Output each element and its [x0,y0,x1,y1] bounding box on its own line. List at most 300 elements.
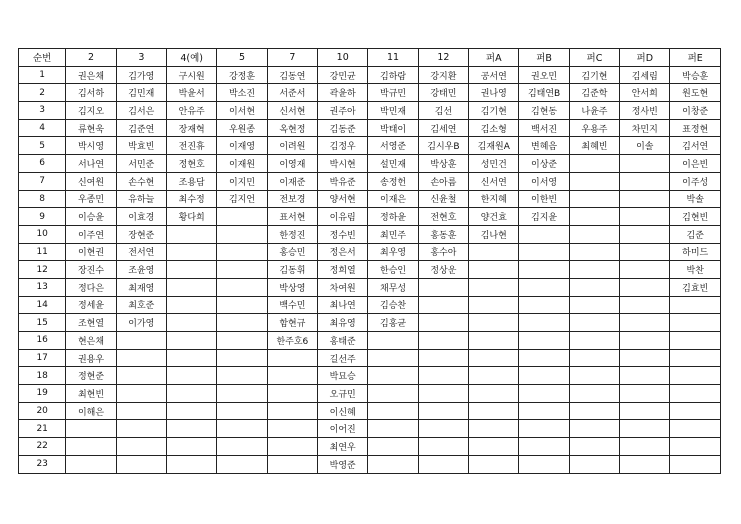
name-cell: 구시원 [167,66,217,84]
name-cell: 김동연 [267,66,317,84]
name-cell [167,420,217,438]
name-cell [267,385,317,403]
name-cell: 박소진 [217,84,267,102]
name-cell [620,420,670,438]
name-cell: 김시우B [418,137,468,155]
name-cell [469,314,519,332]
name-cell: 김효빈 [670,278,721,296]
name-cell: 박윤서 [167,84,217,102]
name-cell: 김가영 [116,66,166,84]
name-cell [620,332,670,350]
name-cell: 정사빈 [620,102,670,120]
name-cell [267,438,317,456]
name-cell [620,438,670,456]
name-cell: 최재영 [116,278,166,296]
name-cell: 차여원 [318,278,368,296]
header-cell: 2 [66,49,116,67]
name-cell [569,349,619,367]
name-cell: 김홍균 [368,314,418,332]
row-number-cell: 23 [19,455,66,473]
row-number-cell: 6 [19,155,66,173]
name-cell: 이재원 [217,155,267,173]
name-cell: 이은빈 [670,155,721,173]
name-cell [569,208,619,226]
name-cell: 이재은 [368,190,418,208]
name-cell: 차민지 [620,119,670,137]
name-cell: 김동준 [318,119,368,137]
name-cell [368,455,418,473]
name-cell: 박민재 [368,102,418,120]
name-cell [569,438,619,456]
table-row [19,66,721,84]
name-cell: 최호준 [116,296,166,314]
header-cell: 12 [418,49,468,67]
table-row [19,172,721,190]
name-cell [569,225,619,243]
name-cell [267,455,317,473]
name-cell: 나윤주 [569,102,619,120]
name-cell [418,455,468,473]
name-cell [469,402,519,420]
name-cell [418,296,468,314]
name-cell: 박시영 [66,137,116,155]
name-cell: 곽윤하 [318,84,368,102]
table-header-row [19,49,721,67]
name-cell [519,385,569,403]
name-cell: 유하늘 [116,190,166,208]
name-cell: 조용담 [167,172,217,190]
name-cell [620,278,670,296]
table-row [19,349,721,367]
name-cell [217,225,267,243]
name-cell [519,438,569,456]
name-cell [267,349,317,367]
name-cell: 이솔 [620,137,670,155]
name-cell: 강정훈 [217,66,267,84]
row-number-cell: 1 [19,66,66,84]
name-cell: 김기현 [569,66,619,84]
name-cell [620,402,670,420]
name-cell [267,420,317,438]
name-cell [569,420,619,438]
name-cell: 정희열 [318,261,368,279]
name-cell [569,385,619,403]
name-cell: 이영재 [267,155,317,173]
row-number-cell: 9 [19,208,66,226]
name-cell: 강지환 [418,66,468,84]
name-cell [519,278,569,296]
name-cell [418,385,468,403]
name-cell: 최우영 [368,243,418,261]
name-cell [167,367,217,385]
name-cell [469,349,519,367]
name-cell [418,314,468,332]
name-cell [217,261,267,279]
name-cell [569,278,619,296]
name-cell [620,155,670,173]
row-number-cell: 13 [19,278,66,296]
name-cell: 홍승민 [267,243,317,261]
name-cell: 이가영 [116,314,166,332]
name-cell: 정상운 [418,261,468,279]
name-cell: 한정진 [267,225,317,243]
name-cell [217,349,267,367]
name-cell: 이한빈 [519,190,569,208]
name-cell: 이재준 [267,172,317,190]
name-cell [418,402,468,420]
name-cell [670,367,721,385]
table-row [19,455,721,473]
name-cell: 김승찬 [368,296,418,314]
name-cell: 박찬 [670,261,721,279]
row-number-cell: 2 [19,84,66,102]
name-cell [267,367,317,385]
name-cell: 서준서 [267,84,317,102]
row-number-cell: 12 [19,261,66,279]
name-cell [569,367,619,385]
name-cell: 정현호 [167,155,217,173]
name-cell [167,261,217,279]
name-cell: 김현빈 [670,208,721,226]
name-cell: 김소형 [469,119,519,137]
name-cell [569,190,619,208]
name-cell: 장현준 [116,225,166,243]
name-cell [469,261,519,279]
name-cell: 하미드 [670,243,721,261]
name-cell: 류현욱 [66,119,116,137]
name-cell: 한주호6 [267,332,317,350]
name-cell [569,155,619,173]
table-row [19,314,721,332]
name-cell: 홍태준 [318,332,368,350]
table-row [19,367,721,385]
name-cell [167,314,217,332]
name-cell [519,420,569,438]
name-cell: 장진수 [66,261,116,279]
name-cell: 최수정 [167,190,217,208]
name-cell [469,332,519,350]
name-cell: 김준학 [569,84,619,102]
name-cell [469,420,519,438]
name-cell [116,420,166,438]
row-number-cell: 5 [19,137,66,155]
name-cell [569,261,619,279]
name-cell [217,278,267,296]
row-number-cell: 20 [19,402,66,420]
name-cell [569,332,619,350]
name-cell [620,385,670,403]
name-cell [217,367,267,385]
name-cell: 양서현 [318,190,368,208]
name-cell: 이현권 [66,243,116,261]
name-cell: 김세연 [418,119,468,137]
name-cell [418,349,468,367]
name-cell [670,332,721,350]
name-cell: 변혜음 [519,137,569,155]
name-cell [116,385,166,403]
name-cell: 박시현 [318,155,368,173]
table-row [19,420,721,438]
name-cell: 박승훈 [670,66,721,84]
name-cell [519,349,569,367]
name-cell [569,455,619,473]
header-cell: 5 [217,49,267,67]
name-cell: 서민준 [116,155,166,173]
table-row [19,119,721,137]
name-cell [469,385,519,403]
row-number-cell: 22 [19,438,66,456]
table-row [19,332,721,350]
name-cell: 송정헌 [368,172,418,190]
name-cell: 박상영 [267,278,317,296]
name-cell [368,332,418,350]
name-cell [368,349,418,367]
name-cell [519,296,569,314]
table-row [19,155,721,173]
name-cell [368,438,418,456]
name-cell [368,402,418,420]
name-cell: 이려원 [267,137,317,155]
name-cell: 김지언 [217,190,267,208]
name-cell [620,314,670,332]
name-cell [670,314,721,332]
table-row [19,208,721,226]
name-cell [66,420,116,438]
name-cell: 이서현 [217,102,267,120]
name-cell [116,402,166,420]
name-cell [418,278,468,296]
name-cell [217,455,267,473]
name-cell [569,243,619,261]
name-cell: 백수민 [267,296,317,314]
table-row [19,190,721,208]
name-cell: 이신혜 [318,402,368,420]
name-cell: 이창준 [670,102,721,120]
name-cell: 김하람 [368,66,418,84]
name-cell [418,420,468,438]
name-cell [418,438,468,456]
name-cell: 최현빈 [66,385,116,403]
name-cell [519,332,569,350]
name-cell: 김준 [670,225,721,243]
name-cell: 최연우 [318,438,368,456]
name-cell: 김태연B [519,84,569,102]
name-cell: 박효빈 [116,137,166,155]
table-row [19,84,721,102]
name-cell [217,438,267,456]
name-cell: 신윤철 [418,190,468,208]
name-cell: 한지혜 [469,190,519,208]
name-cell: 최민주 [368,225,418,243]
header-cell: 3 [116,49,166,67]
name-cell [670,385,721,403]
row-number-cell: 16 [19,332,66,350]
name-cell: 전현호 [418,208,468,226]
name-cell: 김민재 [116,84,166,102]
name-cell [368,385,418,403]
name-cell: 안유주 [167,102,217,120]
name-cell: 권나영 [469,84,519,102]
name-cell [620,261,670,279]
name-cell: 장재혁 [167,119,217,137]
name-cell [167,225,217,243]
header-cell: 7 [267,49,317,67]
table-row [19,137,721,155]
name-cell [167,332,217,350]
name-cell [569,314,619,332]
name-cell [670,402,721,420]
name-cell: 박영준 [318,455,368,473]
row-number-cell: 7 [19,172,66,190]
name-cell [670,438,721,456]
name-cell: 성민건 [469,155,519,173]
name-cell: 신여원 [66,172,116,190]
name-cell [217,296,267,314]
name-cell [418,332,468,350]
name-cell [569,172,619,190]
row-number-cell: 18 [19,367,66,385]
table-row [19,438,721,456]
name-cell [670,420,721,438]
header-cell: 퍼C [569,49,619,67]
name-cell [519,261,569,279]
name-cell [167,243,217,261]
name-cell: 김선 [418,102,468,120]
name-cell: 황다희 [167,208,217,226]
name-cell: 정수빈 [318,225,368,243]
name-cell: 강민균 [318,66,368,84]
name-cell [519,455,569,473]
name-cell [368,367,418,385]
name-cell: 박태이 [368,119,418,137]
name-cell [469,455,519,473]
table-row [19,102,721,120]
name-cell: 김정우 [318,137,368,155]
name-cell [620,208,670,226]
row-number-cell: 4 [19,119,66,137]
name-cell [217,402,267,420]
name-cell: 오규민 [318,385,368,403]
name-cell: 최혜빈 [569,137,619,155]
name-cell: 서영준 [368,137,418,155]
name-cell: 권용우 [66,349,116,367]
table-row [19,261,721,279]
name-cell: 우종민 [66,190,116,208]
name-cell: 박유준 [318,172,368,190]
name-cell [569,402,619,420]
name-cell [167,385,217,403]
row-number-cell: 8 [19,190,66,208]
name-cell: 표서현 [267,208,317,226]
name-cell: 이재영 [217,137,267,155]
name-cell [620,367,670,385]
name-cell: 김기현 [469,102,519,120]
header-cell-number: 순번 [19,49,66,67]
name-cell: 옥현정 [267,119,317,137]
name-cell: 홍동훈 [418,225,468,243]
name-cell [620,243,670,261]
name-cell [519,243,569,261]
name-cell: 박묘승 [318,367,368,385]
name-cell [217,385,267,403]
table-row [19,225,721,243]
name-cell [217,314,267,332]
name-cell: 정다은 [66,278,116,296]
name-cell: 양건효 [469,208,519,226]
name-cell: 권오민 [519,66,569,84]
name-cell [469,243,519,261]
name-cell [116,367,166,385]
name-cell: 전서연 [116,243,166,261]
name-cell: 박규민 [368,84,418,102]
name-cell [116,332,166,350]
name-cell [620,190,670,208]
name-cell: 채무성 [368,278,418,296]
name-cell: 김재원A [469,137,519,155]
name-cell: 이주연 [66,225,116,243]
name-cell: 이승윤 [66,208,116,226]
name-cell: 현은채 [66,332,116,350]
name-cell: 박솔 [670,190,721,208]
name-cell: 김서은 [116,102,166,120]
name-cell [469,438,519,456]
name-cell: 이지민 [217,172,267,190]
name-cell: 손아름 [418,172,468,190]
name-cell: 안서희 [620,84,670,102]
name-cell: 공서연 [469,66,519,84]
name-cell: 박상훈 [418,155,468,173]
name-cell [469,278,519,296]
header-cell: 10 [318,49,368,67]
name-cell: 우원종 [217,119,267,137]
name-cell [116,349,166,367]
name-cell: 정세윤 [66,296,116,314]
name-cell: 김지오 [66,102,116,120]
name-cell: 김지윤 [519,208,569,226]
name-cell [670,296,721,314]
name-cell: 이서영 [519,172,569,190]
name-cell: 김서하 [66,84,116,102]
name-cell: 권은채 [66,66,116,84]
name-cell: 함현규 [267,314,317,332]
name-cell: 서나연 [66,155,116,173]
name-cell: 이상준 [519,155,569,173]
header-cell: 11 [368,49,418,67]
name-cell [670,455,721,473]
name-cell [469,367,519,385]
header-cell: 퍼B [519,49,569,67]
name-cell [116,438,166,456]
name-cell [418,367,468,385]
name-cell: 이주성 [670,172,721,190]
name-cell [217,332,267,350]
name-cell [620,296,670,314]
row-number-cell: 15 [19,314,66,332]
name-cell [116,455,166,473]
name-cell [217,420,267,438]
name-cell: 최유영 [318,314,368,332]
name-cell: 김현동 [519,102,569,120]
name-cell: 홍수아 [418,243,468,261]
name-cell: 우용주 [569,119,619,137]
name-cell: 설민재 [368,155,418,173]
name-cell [167,349,217,367]
name-cell: 원도현 [670,84,721,102]
name-cell [167,278,217,296]
name-cell [66,438,116,456]
name-cell [620,225,670,243]
name-cell [368,420,418,438]
